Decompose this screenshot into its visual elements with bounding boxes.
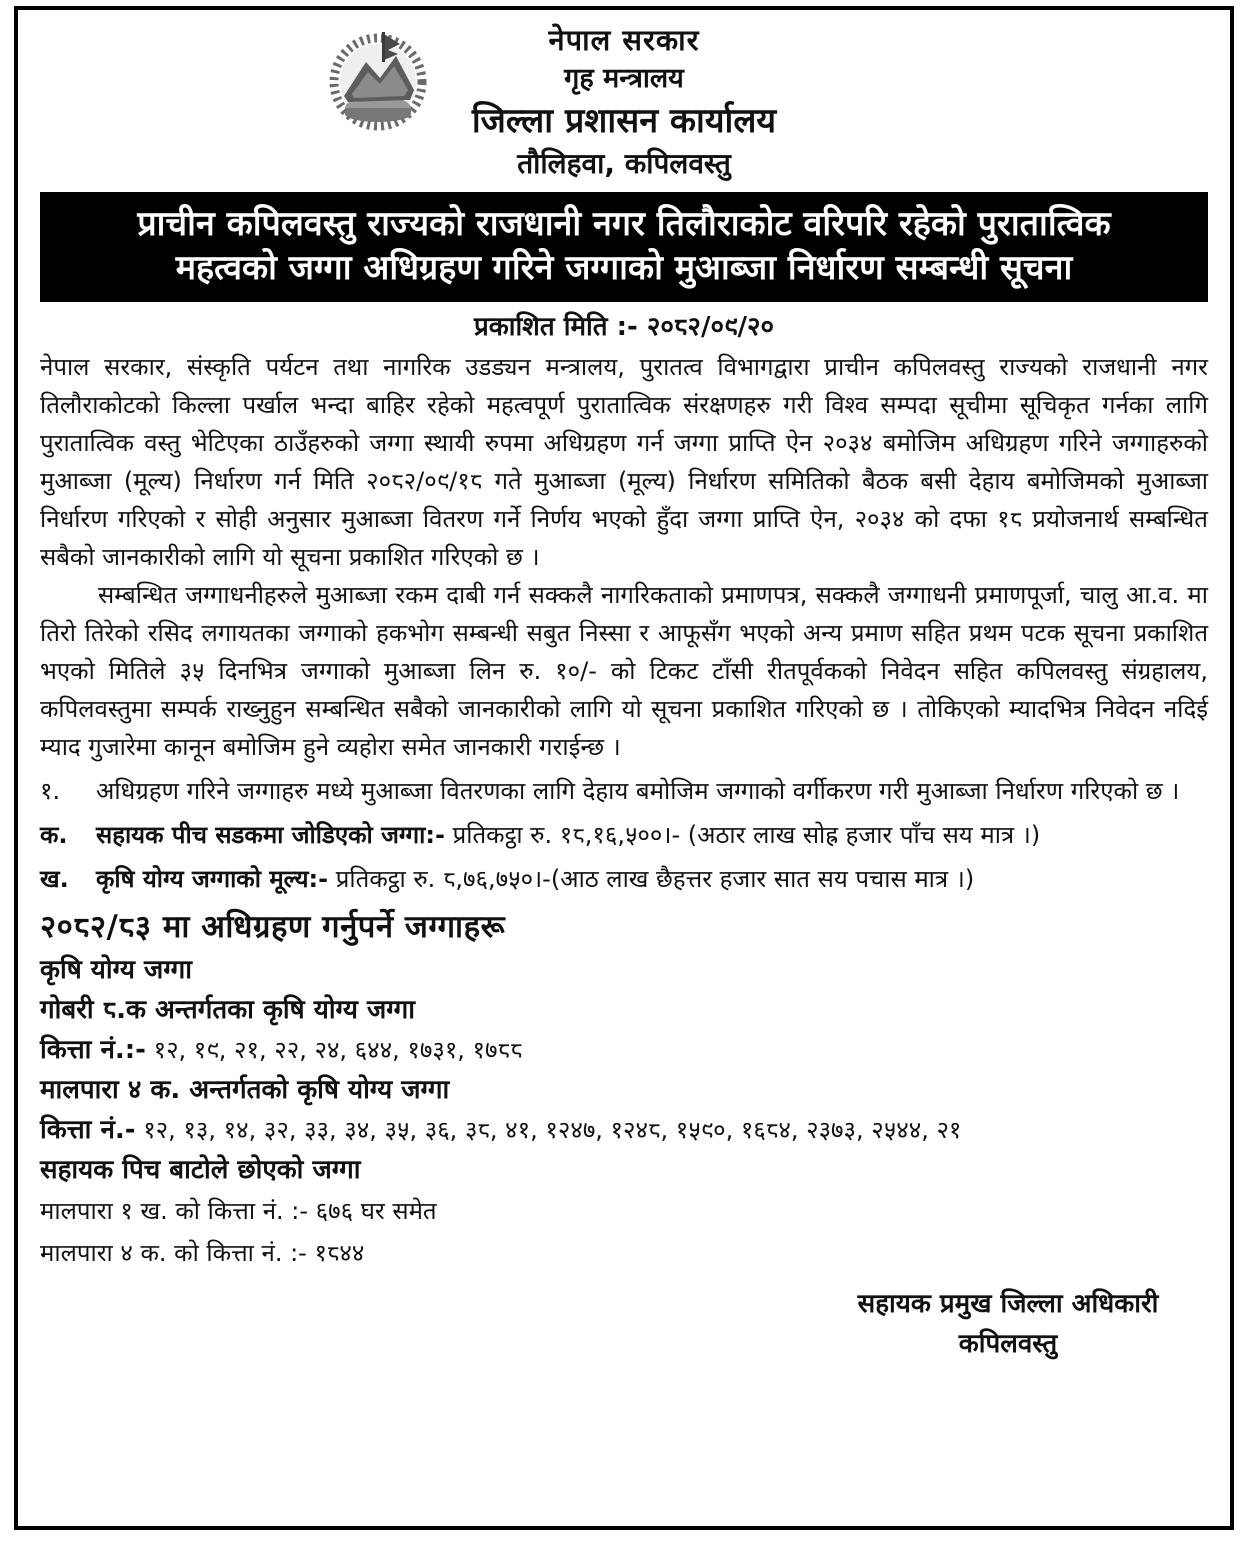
lettered-item-kha bbox=[40, 860, 1208, 898]
document-frame bbox=[14, 6, 1234, 1530]
acquisition-subheading: कृषि योग्य जग्गा bbox=[40, 955, 193, 985]
body-paragraph-2: सम्बन्धित जग्गाधनीहरुले मुआब्जा रकम दाबी गर्न सक्कलै नागरिकताको प्रमाणपत्र, सक्कलै जग्गाधनी प्रमाणपूर्जा, चालु आ.व. मा तिरो तिरेको रसिद लगायतका जग्गाको हकभोग सम्बन्धी सबुत निस्सा र आफूसँग भएको अन्य प्रमाण सहित प्रथम पटक सूचना प्रकाशित भएको मितिले ३५ दिनभित्र जग्गाको मुआब्जा लिन रु. १०/- को टिकट टाँसी रीतपूर्वकको निवेदन सहित कपिलवस्तु संग्रहालय, कपिलवस्तुमा सम्पर्क राख्नुहुन सम्बन्धित सबैको जानकारीको लागि यो सूचना प्रकाशित गरिएको छ । तोकिएको म्यादभित्र निवेदन नदिई म्याद गुजारेमा कानून बमोजिम हुने व्यहोरा समेत जानकारी गराईन्छ । bbox=[40, 581, 1208, 761]
nepal-emblem-icon bbox=[322, 20, 434, 138]
road-section-line2: मालपारा ४ क. को कित्ता नं. :- १८४४ bbox=[40, 1239, 365, 1267]
block-gobari-title: गोबरी ८.क अन्तर्गतका कृषि योग्य जग्गा bbox=[40, 995, 415, 1025]
numbered-item-1-text: अधिग्रहण गरिने जग्गाहरु मध्ये मुआब्जा वितरणका लागि देहाय बमोजिम जग्गाको वर्गीकरण गरी मुआब्जा निर्धारण गरिएको छ । bbox=[96, 777, 1180, 805]
signature-district: कपिलवस्तु bbox=[958, 1329, 1058, 1359]
block-gobari-kitta-label: कित्ता नं.:- bbox=[40, 1035, 146, 1065]
lettered-item-ka-label: सहायक पीच सडकमा जोडिएको जग्गा:- bbox=[96, 821, 445, 849]
body-paragraph-1: नेपाल सरकार, संस्कृति पर्यटन तथा नागरिक उडड्यन मन्त्रालय, पुरातत्व विभागद्वारा प्राचीन कपिलवस्तु राज्यको राजधानी नगर तिलौराकोटको किल्ला पर्खाल भन्दा बाहिर रहेको महत्वपूर्ण पुरातात्विक संरक्षणहरु गरी विश्व सम्पदा सूचीमा सूचिकृत गर्नका लागि पुरातात्विक वस्तु भेटिएका ठाउँहरुको जग्गा स्थायी रुपमा अधिग्रहण गर्न जग्गा प्राप्ति ऐन २०३४ बमोजिम अधिग्रहण गरिने जग्गाहरुको मुआब्जा (मूल्य) निर्धारण गर्न मिति २०८२/०९/१८ गते मुआब्जा (मूल्य) निर्धारण समितिको बैठक बसी देहाय बमोजिमको मुआब्जा निर्धारण गरिएको र सोही अनुसार मुआब्जा वितरण गर्ने निर्णय भएको हुँदा जग्गा प्राप्ति ऐन, २०३४ को दफा १८ प्रयोजनार्थ सम्बन्धित सबैको जानकारीको लागि यो सूचना प्रकाशित गरिएको छ । bbox=[40, 353, 1208, 571]
published-date-value: २०८२/०९/२० bbox=[646, 312, 775, 342]
office-location: तौलिहवा, कपिलवस्तु bbox=[517, 147, 731, 180]
acquisition-heading: २०८२/८३ मा अधिग्रहण गर्नुपर्ने जग्गाहरू bbox=[40, 909, 506, 945]
lettered-item-ka bbox=[40, 816, 1208, 854]
published-date bbox=[40, 306, 1208, 348]
lettered-item-kha-marker: ख. bbox=[40, 865, 69, 893]
lettered-item-kha-text: प्रतिकट्ठा रु. ८,७६,७५०।-(आठ लाख छैहत्तर हजार सात सय पचास मात्र ।) bbox=[335, 865, 975, 893]
road-section-title: सहायक पिच बाटोले छोएको जग्गा bbox=[40, 1155, 361, 1185]
letterhead bbox=[40, 16, 1208, 184]
block-gobari-kitta-numbers: १२, १९, २१, २२, २४, ६४४, १७३१, १७८८ bbox=[153, 1036, 523, 1064]
road-section-line1: मालपारा १ ख. को कित्ता नं. :- ६७६ घर समेत bbox=[40, 1197, 437, 1225]
numbered-item-1 bbox=[40, 772, 1208, 810]
notice-title-line2: महत्वको जग्गा अधिग्रहण गरिने जग्गाको मुआब्जा निर्धारण सम्बन्धी सूचना bbox=[175, 248, 1073, 288]
published-date-label: प्रकाशित मिति :- bbox=[473, 312, 638, 342]
block-malpara4-kitta-label: कित्ता नं.- bbox=[40, 1115, 136, 1145]
block-malpara4-title: मालपारा ४ क. अन्तर्गतको कृषि योग्य जग्गा bbox=[40, 1075, 450, 1105]
notice-title-banner bbox=[40, 192, 1208, 302]
block-gobari-kitta bbox=[40, 1030, 1208, 1070]
lettered-item-ka-marker: क. bbox=[40, 821, 68, 849]
lettered-item-ka-text: प्रतिकट्ठा रु. १८,१६,५००।- (अठार लाख सोह्र हजार पाँच सय मात्र ।) bbox=[452, 821, 1041, 849]
ministry-name: गृह मन्त्रालय bbox=[564, 63, 684, 94]
lettered-item-kha-label: कृषि योग्य जग्गाको मूल्य:- bbox=[96, 865, 329, 893]
office-name: जिल्ला प्रशासन कार्यालय bbox=[471, 101, 777, 141]
numbered-item-1-marker: १. bbox=[40, 777, 61, 805]
block-malpara4-kitta-numbers: १२, १३, १४, ३२, ३३, ३४, ३५, ३६, ३८, ४१, १२४७, १२४८, १५९०, १६८४, २३७३, २५४४, २१ bbox=[143, 1116, 962, 1144]
block-malpara4-kitta bbox=[40, 1110, 1208, 1150]
notice-title-line1: प्राचीन कपिलवस्तु राज्यको राजधानी नगर तिलौराकोट वरिपरि रहेको पुरातात्विक bbox=[137, 204, 1111, 244]
government-name: नेपाल सरकार bbox=[548, 23, 700, 57]
signature-title: सहायक प्रमुख जिल्ला अधिकारी bbox=[857, 1289, 1159, 1319]
signature-block bbox=[808, 1284, 1208, 1364]
